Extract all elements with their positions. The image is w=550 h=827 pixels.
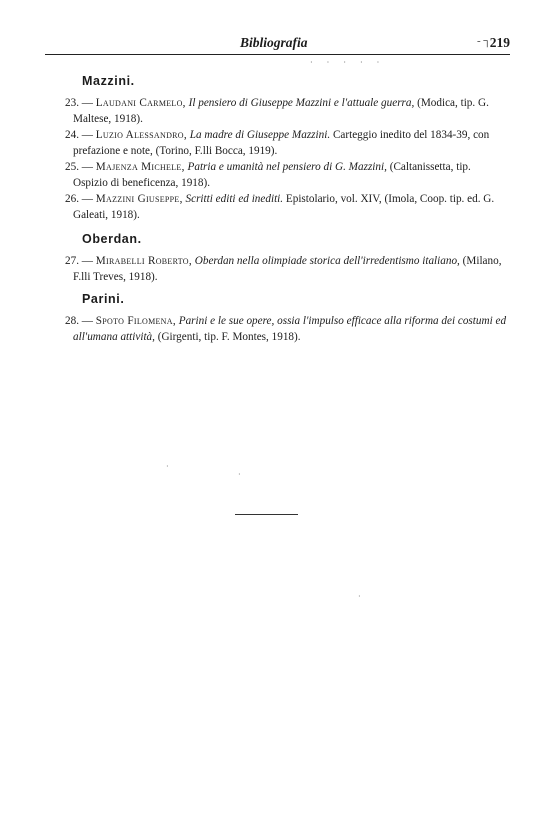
- section-title-oberdan: Oberdan.: [82, 232, 142, 246]
- closing-rule: [235, 514, 298, 515]
- page-number: 219: [489, 35, 510, 50]
- print-speck: ·: [238, 470, 241, 479]
- entry-number: 26.: [65, 193, 79, 205]
- entry-dash: —: [81, 129, 93, 141]
- entry-publication: (Girgenti, tip. F. Montes, 1918).: [157, 330, 301, 343]
- bibliography-entry-27: [48, 254, 508, 285]
- entry-title: Il pensiero di Giuseppe Mazzini e l'attuale guerra,: [188, 97, 415, 109]
- entry-author: Mazzini Giuseppe,: [95, 193, 183, 205]
- entry-author: Luzio Alessandro,: [95, 129, 187, 141]
- print-speck: ·: [358, 592, 361, 601]
- entry-number: 27.: [65, 255, 79, 267]
- entry-number: 25.: [65, 161, 79, 173]
- running-head: [45, 35, 510, 55]
- running-head-mark: - ┐: [477, 35, 492, 47]
- entry-title: Scritti editi ed inediti.: [185, 193, 284, 205]
- entry-author: Laudani Carmelo,: [95, 97, 186, 109]
- entry-title: Patria e umanità nel pensiero di G. Mazzini,: [187, 161, 387, 173]
- entry-publication: (Milano, F.lli Treves, 1918).: [73, 255, 502, 283]
- entry-number: 28.: [65, 315, 79, 327]
- bibliography-entry-24: [48, 128, 508, 159]
- section-title-parini: Parini.: [82, 292, 125, 306]
- entry-title: La madre di Giuseppe Mazzini.: [189, 129, 331, 141]
- entry-author: Mirabelli Roberto,: [95, 255, 192, 267]
- bibliography-entry-25: [48, 160, 508, 191]
- entry-number: 23.: [65, 97, 79, 109]
- print-speck: ·: [166, 462, 169, 471]
- entry-publication: (Modica, tip. G. Maltese, 1918).: [73, 97, 489, 125]
- bibliography-entry-23: [48, 96, 508, 127]
- entry-title: Parini e le sue opere, ossia l'impulso efficace alla riforma dei costumi ed all'umana attività,: [73, 315, 507, 343]
- entry-dash: —: [81, 97, 93, 109]
- entry-dash: —: [81, 161, 93, 173]
- entry-dash: —: [81, 193, 93, 205]
- bibliography-entry-26: [48, 192, 508, 223]
- entry-publication: Carteggio inedito del 1834-39, con prefazione e note, (Torino, F.lli Bocca, 1919).: [73, 129, 490, 157]
- entry-title: Oberdan nella olimpiade storica dell'irredentismo italiano,: [194, 255, 460, 267]
- running-head-title: Bibliografia: [240, 35, 308, 50]
- entry-publication: Epistolario, vol. XIV, (Imola, Coop. tip. ed. G. Galeati, 1918).: [73, 193, 495, 221]
- entry-publication: (Caltanissetta, tip. Ospizio di beneficenza, 1918).: [73, 161, 471, 189]
- entry-dash: —: [81, 315, 93, 327]
- section-title-mazzini: Mazzini.: [82, 74, 135, 88]
- entry-author: Spoto Filomena,: [95, 315, 176, 327]
- bibliography-entry-28: [48, 314, 508, 345]
- entry-number: 24.: [65, 129, 79, 141]
- header-rule: [45, 54, 510, 55]
- entry-dash: —: [81, 255, 93, 267]
- print-specks: · · · · ·: [310, 58, 386, 67]
- entry-author: Majenza Michele,: [95, 161, 185, 173]
